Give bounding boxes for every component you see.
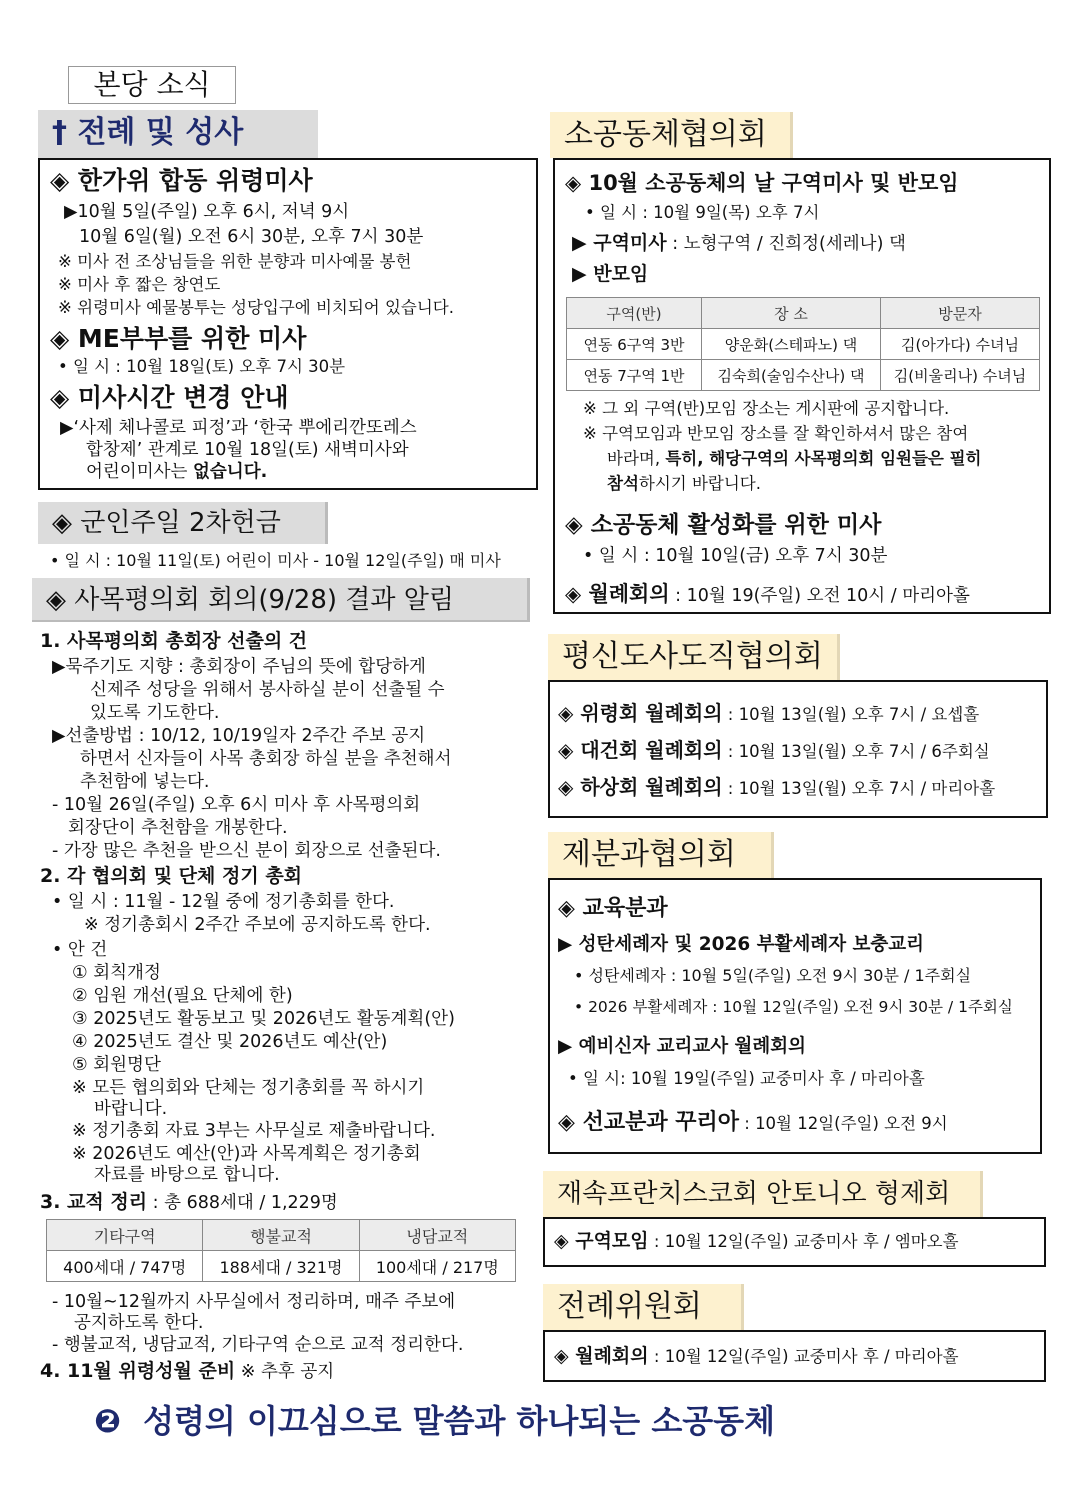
council-s1-l2: 신제주 성당을 위해서 봉사하실 분이 선출될 수: [90, 680, 445, 700]
registry-cell: 100세대 / 217명: [359, 1251, 515, 1282]
table-row: [567, 329, 1040, 360]
edu-title: ◈ 교육분과: [558, 896, 668, 921]
mission: ◈ 선교분과 꾸리아 : 10월 12일(주일) 오전 9시: [558, 1110, 948, 1135]
francis-header: 재속프란치스코회 안토니오 형제회: [543, 1171, 983, 1217]
community-active-date: • 일 시 : 10월 10일(금) 오후 7시 30분: [583, 546, 888, 566]
council-s2-n2: ※ 정기총회 자료 3부는 사무실로 제출바랍니다.: [72, 1121, 436, 1141]
council-s2-n3b: 자료를 바탕으로 합니다.: [94, 1165, 280, 1185]
council-s2-n1b: 바랍니다.: [94, 1099, 168, 1119]
hangawi-note3: ※ 위령미사 예물봉투는 성당입구에 비치되어 있습니다.: [58, 298, 454, 317]
community-day-title: ◈ 10월 소공동체의 날 구역미사 및 반모임: [565, 171, 959, 195]
meeting-cell: 김(비울리나) 수녀님: [881, 360, 1040, 391]
council-s3-l3: - 행불교적, 냉담교적, 기타구역 순으로 교적 정리한다.: [52, 1335, 464, 1355]
meeting-cell: 연동 7구역 1반: [567, 360, 702, 391]
me-line1: • 일 시 : 10월 18일(토) 오후 7시 30분: [58, 357, 346, 376]
hangawi-note2: ※ 미사 후 짧은 창연도: [58, 275, 221, 294]
meeting-table-header: [567, 298, 1040, 329]
council-s2-n3a: ※ 2026년도 예산(안)과 사목계획은 정기총회: [72, 1144, 421, 1164]
francis-line: ◈ 구역모임 : 10월 12일(주일) 교중미사 후 / 엠마오홀: [554, 1230, 959, 1252]
meeting-cell: 김숙희(술임수산나) 댁: [702, 360, 881, 391]
community-active-title: ◈ 소공동체 활성화를 위한 미사: [565, 512, 882, 538]
time-change-line3: 어린이미사는 없습니다.: [86, 462, 268, 482]
pre-l1: • 일 시: 10월 19일(주일) 교중미사 후 / 마리아홀: [568, 1069, 925, 1088]
edu-sub: ▶ 성탄세례자 및 2026 부활세례자 보충교리: [558, 934, 924, 955]
table-row: [47, 1251, 516, 1282]
community-note1: ※ 그 외 구역(반)모임 장소는 게시판에 공지합니다.: [583, 399, 950, 418]
pyeongsin-item-0: ◈ 위령회 월례회의 : 10월 13일(월) 오후 7시 / 요셉홀: [558, 701, 980, 725]
table-row: [567, 360, 1040, 391]
time-change-title: ◈ 미사시간 변경 안내: [50, 383, 289, 412]
council-s2-item-3: ④ 2025년도 결산 및 2026년도 예산(안): [72, 1032, 388, 1052]
council-s1-l3: 있도록 기도한다.: [90, 703, 220, 723]
council-s1-l6: 추천함에 넣는다.: [80, 772, 210, 792]
military-header: ◈ 군인주일 2차헌금: [38, 502, 328, 544]
pyeongsin-header: 평신도사도직협의회: [548, 634, 840, 680]
page-header: [68, 66, 236, 104]
council-s2-l2: ※ 정기총회시 2주간 주보에 공지하도록 한다.: [84, 915, 431, 935]
council-s1-l9: - 가장 많은 추천을 받으신 분이 회장으로 선출된다.: [52, 841, 441, 861]
council-s1-l1: ▶묵주기도 지향 : 총회장이 주님의 뜻에 합당하게: [52, 657, 426, 677]
council-s2-item-4: ⑤ 회원명단: [72, 1055, 161, 1075]
council-s3-l2: 공지하도록 한다.: [74, 1313, 204, 1333]
meeting-cell: 김(아가다) 수녀님: [881, 329, 1040, 360]
page-header-label: 본당 소식: [93, 68, 211, 101]
community-note2c: 참석하시기 바랍니다.: [607, 474, 761, 493]
community-monthly: ◈ 월례회의 : 10월 19(주일) 오전 10시 / 마리아홀: [565, 582, 970, 606]
time-change-line1: ▶‘사제 체나콜로 피정’과 ‘한국 뿌에리깐또레스: [60, 418, 417, 438]
registry-table: [46, 1219, 516, 1282]
footer-slogan: ❷ 성령의 이끄심으로 말씀과 하나되는 소공동체: [94, 1402, 775, 1440]
hangawi-line1: ▶10월 5일(주일) 오후 6시, 저녁 9시: [64, 202, 350, 222]
council-s3-title: 3. 교적 정리 : 총 688세대 / 1,229명: [40, 1191, 338, 1213]
council-s2-l3: • 안 건: [52, 940, 108, 960]
pre-sub: ▶ 예비신자 교리교사 월례회의: [558, 1036, 807, 1057]
meeting-header-cell: 방문자: [881, 298, 1040, 329]
edu-l1: • 성탄세례자 : 10월 5일(주일) 오전 9시 30분 / 1주회실: [574, 966, 972, 985]
jeonrye-line: ◈ 월례회의 : 10월 12일(주일) 교중미사 후 / 마리아홀: [554, 1345, 959, 1367]
hangawi-note1: ※ 미사 전 조상님들을 위한 분향과 미사예물 봉헌: [58, 252, 412, 271]
registry-cell: 400세대 / 747명: [47, 1251, 203, 1282]
council-s2-item-1: ② 임원 개선(필요 단체에 한): [72, 986, 293, 1006]
community-day-date: • 일 시 : 10월 9일(목) 오후 7시: [585, 203, 820, 222]
footer-number: ❷: [94, 1402, 122, 1440]
registry-cell: 188세대 / 321명: [203, 1251, 359, 1282]
pyeongsin-item-1: ◈ 대건회 월례회의 : 10월 13일(월) 오후 7시 / 6주회실: [558, 738, 990, 762]
council-s2-item-2: ③ 2025년도 활동보고 및 2026년도 활동계획(안): [72, 1009, 455, 1029]
hangawi-line2: 10월 6일(월) 오전 6시 30분, 오후 7시 30분: [79, 227, 424, 247]
registry-header-cell: 기타구역: [47, 1220, 203, 1251]
pyeongsin-item-2: ◈ 하상회 월례회의 : 10월 13일(월) 오후 7시 / 마리아홀: [558, 775, 996, 799]
community-mass: ▶ 구역미사 : 노형구역 / 진희정(세레나) 댁: [572, 232, 906, 254]
council-s1-l5: 하면서 신자들이 사목 총회장 하실 분을 추천해서: [80, 749, 452, 769]
council-s2-n1a: ※ 모든 협의회와 단체는 정기총회를 꼭 하시기: [72, 1078, 425, 1098]
community-note2a: ※ 구역모임과 반모임 장소를 잘 확인하셔서 많은 참여: [583, 424, 969, 443]
meeting-cell: 연동 6구역 3반: [567, 329, 702, 360]
community-note2b: 바라며, 특히, 해당구역의 사목평의회 임원들은 필히: [607, 449, 982, 468]
council-s2-title: 2. 각 협의회 및 단체 정기 총회: [40, 865, 303, 887]
council-s2-item-0: ① 회칙개정: [72, 963, 161, 983]
meeting-header-cell: 구역(반): [567, 298, 702, 329]
council-s1-title: 1. 사목평의회 총회장 선출의 건: [40, 630, 308, 652]
council-s2-l1: • 일 시 : 11월 - 12월 중에 정기총회를 한다.: [52, 892, 395, 912]
council-s1-l4: ▶선출방법 : 10/12, 10/19일자 2주간 주보 공지: [52, 726, 426, 746]
hangawi-title: ◈ 한가위 합동 위령미사: [50, 166, 313, 195]
registry-header-cell: 냉담교적: [359, 1220, 515, 1251]
time-change-line2: 합창제’ 관계로 10월 18일(토) 새벽미사와: [86, 440, 409, 460]
council-header: ◈ 사목평의회 회의(9/28) 결과 알림: [32, 578, 530, 622]
council-s1-l8: 회장단이 추천함을 개봉한다.: [68, 818, 288, 838]
community-meeting-label: ▶ 반모임: [572, 263, 649, 285]
council-s1-l7: - 10월 26일(주일) 오후 6시 미사 후 사목평의회: [52, 795, 421, 815]
meeting-header-cell: 장 소: [702, 298, 881, 329]
jebungwa-header: 제분과협의회: [548, 832, 774, 878]
me-title: ◈ ME부부를 위한 미사: [50, 324, 307, 353]
jeonrye-header: 전례위원회: [543, 1284, 744, 1330]
liturgy-header: † 전례 및 성사: [38, 110, 318, 158]
edu-l2: • 2026 부활세례자 : 10월 12일(주일) 오전 9시 30분 / 1주회실: [574, 998, 1013, 1016]
meeting-cell: 양운화(스테파노) 댁: [702, 329, 881, 360]
military-line1: • 일 시 : 10월 11일(토) 어린이 미사 - 10월 12일(주일) 매 미사: [50, 551, 501, 570]
registry-table-header: [47, 1220, 516, 1251]
registry-header-cell: 행불교적: [203, 1220, 359, 1251]
community-header: 소공동체협의회: [550, 112, 793, 158]
council-s3-l1: - 10월~12월까지 사무실에서 정리하며, 매주 주보에: [52, 1292, 456, 1312]
meeting-table: [566, 297, 1040, 391]
council-s4-title: 4. 11월 위령성월 준비 ※ 추후 공지: [40, 1360, 335, 1382]
